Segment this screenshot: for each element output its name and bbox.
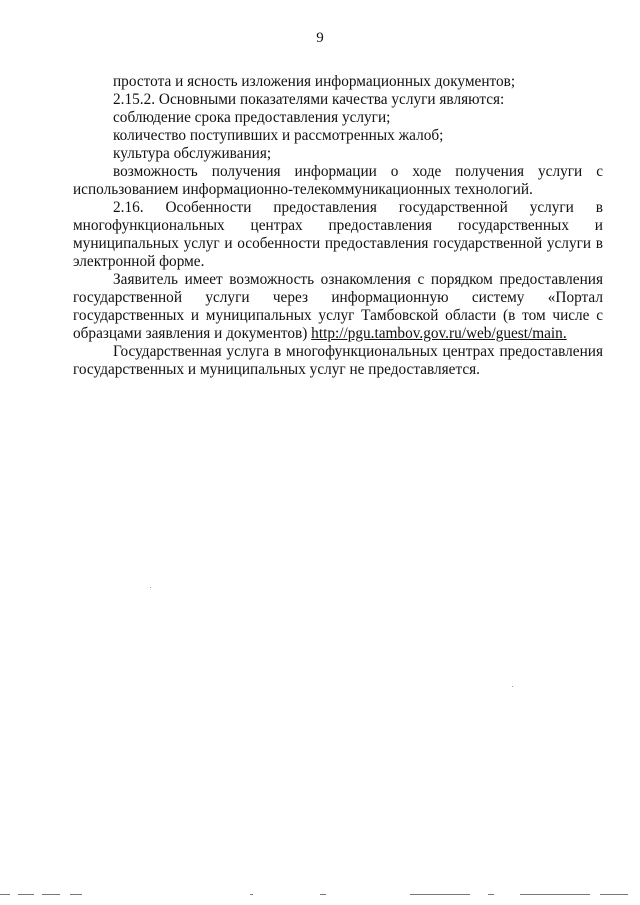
scan-speck (150, 587, 151, 588)
paragraph-deadline-compliance: соблюдение срока предоставления услуги; (113, 109, 391, 126)
paragraph-mfc-not-provided: Государственная услуга в многофункциональных центрах предоставления государственных и муниципальных услуг не предоставляется. (73, 343, 603, 378)
paragraph-quality-indicators: 2.15.2. Основными показателями качества услуги являются: (113, 91, 505, 108)
page-number: 9 (316, 30, 324, 46)
paragraph-info-possibility: возможность получения информации о ходе получения услуги с использованием информационно-телекоммуникационных технологий. (73, 163, 603, 198)
scan-edge-artifacts (0, 894, 640, 897)
paragraph-complaints-count: количество поступивших и рассмотренных жалоб; (113, 127, 444, 144)
paragraph-service-culture: культура обслуживания; (113, 145, 272, 162)
paragraph-portal-info (73, 271, 603, 343)
paragraph-clarity: простота и ясность изложения информационных документов; (113, 73, 516, 90)
portal-link[interactable]: http://pgu.tambov.gov.ru/web/guest/main. (311, 325, 567, 342)
paragraph-section-2-16: 2.16. Особенности предоставления государственной услуги в многофункциональных центрах предоставления государственных и муниципальных услуг и особенности предоставления государственной услуги в электронной форме. (73, 199, 603, 270)
portal-paragraph-text: Заявитель имеет возможность ознакомления с порядком предоставления государственной услуги через информационную систему «Портал государственных и муниципальных услуг Тамбовской области (в том числе с образцами заявления и документов) (73, 271, 603, 342)
scan-speck (512, 686, 513, 687)
document-body (73, 73, 603, 379)
